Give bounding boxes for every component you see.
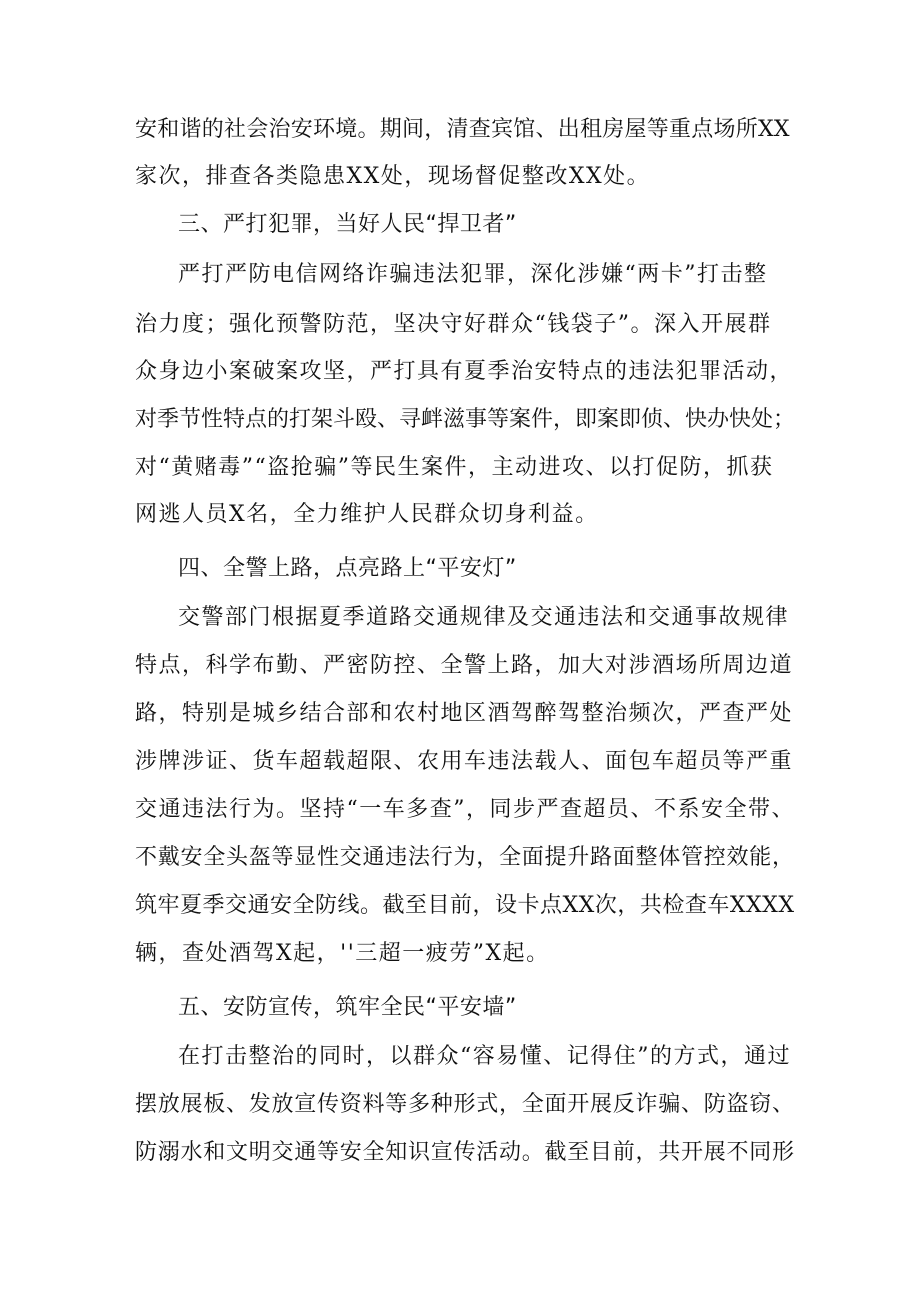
section-3-heading: 三、严打犯罪，当好人民“捍卫者” [178, 212, 517, 237]
section-4-line-6: 不戴安全头盔等显性交通违法行为，全面提升路面整体管控效能， [135, 845, 795, 870]
section-4-line-2: 特点，科学布勤、严密防控、全警上路，加大对涉酒场所周边道 [135, 653, 794, 678]
section-4-line-7: 筑牢夏季交通安全防线。截至目前，设卡点XX次，共检查车XXXX [135, 893, 795, 918]
intro-line-1: 安和谐的社会治安环境。期间，清查宾馆、出租房屋等重点场所XX [135, 117, 790, 142]
section-3-line-6: 网逃人员X名，全力维护人民群众切身利益。 [135, 502, 599, 527]
section-3-line-4: 对季节性特点的打架斗殴、寻衅滋事等案件，即案即侦、快办快处； [135, 407, 796, 432]
section-4-heading: 四、全警上路，点亮路上“平安灯” [178, 556, 517, 581]
section-3-line-1: 严打严防电信网络诈骗违法犯罪，深化涉嫌“两卡”打击整 [178, 262, 768, 287]
section-5-heading: 五、安防宣传，筑牢全民“平安墙” [178, 995, 517, 1020]
section-5-line-2: 摆放展板、发放宣传资料等多种形式，全面开展反诈骗、防盗窃、 [135, 1092, 795, 1117]
section-4-line-3: 路，特别是城乡结合部和农村地区酒驾醉驾整治频次，严查严处 [135, 701, 794, 726]
section-5-line-1: 在打击整治的同时，以群众“容易懂、记得住”的方式，通过 [178, 1044, 791, 1069]
section-3-line-5: 对“黄赌毒”“盗抢骗”等民生案件，主动进攻、以打促防，抓获 [135, 455, 774, 480]
section-5-line-3: 防溺水和文明交通等安全知识宣传活动。截至目前，共开展不同形 [135, 1140, 795, 1165]
section-4-line-1: 交警部门根据夏季道路交通规律及交通违法和交通事故规律 [178, 605, 790, 630]
intro-line-2: 家次，排查各类隐患XX处，现场督促整改XX处。 [135, 164, 651, 189]
section-4-line-5: 交通违法行为。坚持“一车多查”，同步严查超员、不系安全带、 [135, 797, 795, 822]
section-3-line-2: 治力度；强化预警防范，坚决守好群众“钱袋子”。深入开展群 [135, 312, 772, 337]
section-4-line-8: 辆，查处酒驾X起，''三超一疲劳”X起。 [135, 941, 550, 966]
section-4-line-4: 涉牌涉证、货车超载超限、农用车违法载人、面包车超员等严重 [135, 749, 794, 774]
section-3-line-3: 众身边小案破案攻坚，严打具有夏季治安特点的违法犯罪活动， [135, 359, 794, 384]
